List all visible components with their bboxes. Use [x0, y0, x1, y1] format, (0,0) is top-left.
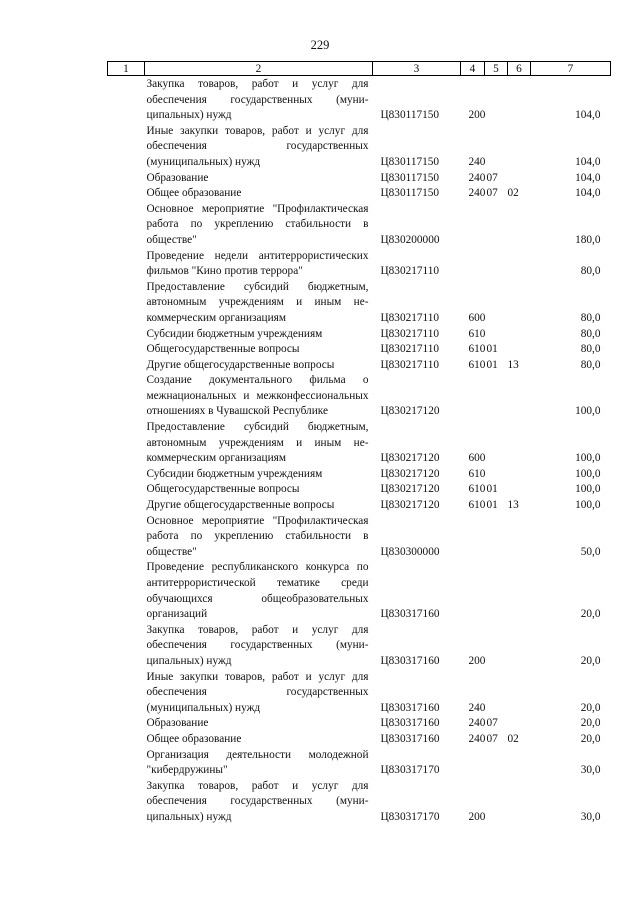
row-col6-cell — [508, 779, 531, 826]
row-col4-cell — [461, 249, 485, 280]
row-code-cell: Ц830217120 — [380, 467, 440, 480]
row-col4-cell: 200 — [468, 109, 486, 122]
row-col4-cell — [461, 514, 485, 561]
row-name-cell: Общее образование — [146, 187, 242, 200]
row-col6-cell — [508, 280, 531, 327]
row-sum-cell: 80,0 — [580, 343, 601, 356]
row-col4-cell — [461, 373, 485, 420]
row-col4-cell: 610 — [468, 327, 486, 340]
table-row — [108, 482, 611, 498]
row-number-cell — [108, 748, 145, 779]
row-sum-cell: 20,0 — [580, 717, 601, 730]
row-col6-cell — [508, 342, 531, 358]
row-code-cell: Ц830217110 — [380, 265, 440, 278]
row-code-cell: Ц830217110 — [380, 327, 440, 340]
row-col4-cell: 200 — [468, 654, 486, 667]
row-col5-cell — [485, 623, 508, 670]
row-name-cell: Общегосударственные вопросы — [146, 343, 300, 356]
row-number-cell — [108, 716, 145, 732]
row-number-cell — [108, 373, 145, 420]
row-number-cell — [108, 467, 145, 483]
row-name-cell: Общее образование — [146, 732, 242, 745]
row-col6-cell — [508, 124, 531, 171]
row-col6-cell — [508, 482, 531, 498]
row-col4-cell: 240 — [468, 155, 486, 168]
row-col6-cell — [508, 202, 531, 249]
row-col6-cell — [508, 560, 531, 622]
row-sum-cell: 80,0 — [580, 311, 601, 324]
row-col6-cell — [508, 171, 531, 187]
row-name-cell: Закупка товаров, работ и услуг для обеспечения государственных (муниципальных) нужд — [146, 78, 369, 122]
row-code-cell: Ц830317160 — [380, 654, 440, 667]
row-col6-cell — [508, 249, 531, 280]
row-sum-cell: 80,0 — [580, 358, 601, 371]
row-col4-cell: 200 — [468, 810, 486, 823]
table-row — [108, 467, 611, 483]
table-row — [108, 327, 611, 343]
row-number-cell — [108, 280, 145, 327]
row-name-cell: Общегосударственные вопросы — [146, 483, 300, 496]
row-name-cell: Основное мероприятие "Профилактическая работа по укреплению стабильности в обществе" — [146, 514, 369, 558]
row-sum-cell: 100,0 — [575, 483, 601, 496]
row-name-cell: Предоставление субсидий бюджетным, автономным учреждениям и иным некоммерческим организациям — [146, 280, 369, 324]
row-number-cell — [108, 202, 145, 249]
row-sum-cell: 50,0 — [580, 545, 601, 558]
row-col5-cell — [485, 748, 508, 779]
header-col-6: 6 — [508, 62, 531, 76]
row-number-cell — [108, 623, 145, 670]
header-col-2: 2 — [145, 62, 373, 76]
row-sum-cell: 80,0 — [580, 265, 601, 278]
row-code-cell: Ц830117150 — [380, 187, 440, 200]
row-code-cell: Ц830217120 — [380, 483, 440, 496]
row-col4-cell: 240 — [468, 701, 486, 714]
header-col-3: 3 — [373, 62, 461, 76]
row-code-cell: Ц830317170 — [380, 764, 440, 777]
row-sum-cell: 20,0 — [580, 654, 601, 667]
row-col6-cell — [508, 467, 531, 483]
row-col5-cell: 07 — [486, 171, 498, 184]
table-row — [108, 560, 611, 622]
table-row — [108, 732, 611, 748]
row-number-cell — [108, 342, 145, 358]
row-number-cell — [108, 779, 145, 826]
row-sum-cell: 104,0 — [575, 171, 601, 184]
row-number-cell — [108, 124, 145, 171]
row-number-cell — [108, 732, 145, 748]
row-col4-cell: 240 — [468, 717, 486, 730]
row-name-cell: Организация деятельности молодежной "кибердружины" — [146, 748, 369, 777]
row-col4-cell: 610 — [468, 467, 486, 480]
row-col5-cell: 07 — [486, 187, 498, 200]
row-col5-cell — [485, 420, 508, 467]
row-col5-cell — [485, 280, 508, 327]
row-sum-cell: 100,0 — [575, 499, 601, 512]
table-row — [108, 76, 611, 124]
row-col5-cell — [485, 76, 508, 124]
table-row — [108, 623, 611, 670]
row-col4-cell: 600 — [468, 311, 486, 324]
row-number-cell — [108, 358, 145, 374]
table-row — [108, 342, 611, 358]
row-code-cell: Ц830217110 — [380, 358, 440, 371]
row-number-cell — [108, 420, 145, 467]
row-code-cell: Ц830117150 — [380, 155, 440, 168]
row-sum-cell: 104,0 — [575, 187, 601, 200]
row-code-cell: Ц830317170 — [380, 810, 440, 823]
row-number-cell — [108, 249, 145, 280]
row-col4-cell: 240 — [468, 171, 486, 184]
row-code-cell: Ц830217120 — [380, 405, 440, 418]
row-code-cell: Ц830217120 — [380, 452, 440, 465]
row-code-cell: Ц830217110 — [380, 343, 440, 356]
row-col6-cell — [508, 373, 531, 420]
row-code-cell: Ц830317160 — [380, 732, 440, 745]
row-code-cell: Ц830200000 — [380, 233, 440, 246]
row-number-cell — [108, 514, 145, 561]
row-number-cell — [108, 482, 145, 498]
row-col6-cell: 13 — [507, 358, 519, 371]
row-name-cell: Проведение недели антитеррористических фильмов "Кино против террора" — [146, 249, 369, 278]
row-code-cell: Ц830117150 — [380, 109, 440, 122]
row-name-cell: Образование — [146, 171, 209, 184]
row-code-cell: Ц830117150 — [380, 171, 440, 184]
row-name-cell: Иные закупки товаров, работ и услуг для обеспечения государственных (муниципальных) нужд — [146, 124, 369, 168]
row-name-cell: Субсидии бюджетным учреждениям — [146, 327, 323, 340]
row-name-cell: Основное мероприятие "Профилактическая работа по укреплению стабильности в обществе" — [146, 202, 369, 246]
table-row — [108, 358, 611, 374]
table-row — [108, 748, 611, 779]
row-sum-cell: 20,0 — [580, 701, 601, 714]
row-col6-cell — [508, 748, 531, 779]
row-name-cell: Образование — [146, 717, 209, 730]
row-col5-cell — [485, 249, 508, 280]
table-row — [108, 171, 611, 187]
row-col5-cell: 01 — [486, 358, 498, 371]
header-col-4: 4 — [461, 62, 485, 76]
table-row — [108, 186, 611, 202]
table-row — [108, 670, 611, 717]
header-col-5: 5 — [485, 62, 508, 76]
row-name-cell: Другие общегосударственные вопросы — [146, 499, 335, 512]
row-code-cell: Ц830317160 — [380, 608, 440, 621]
table-row — [108, 420, 611, 467]
row-col5-cell — [485, 670, 508, 717]
table-row — [108, 249, 611, 280]
table-row — [108, 779, 611, 826]
table-row — [108, 514, 611, 561]
row-sum-cell: 104,0 — [575, 155, 601, 168]
table-row — [108, 498, 611, 514]
row-col6-cell — [508, 327, 531, 343]
row-number-cell — [108, 498, 145, 514]
row-col4-cell: 610 — [468, 358, 486, 371]
table-row — [108, 124, 611, 171]
row-code-cell: Ц830317160 — [380, 717, 440, 730]
row-number-cell — [108, 560, 145, 622]
row-col4-cell: 240 — [468, 732, 486, 745]
row-number-cell — [108, 76, 145, 124]
row-col4-cell: 610 — [468, 483, 486, 496]
row-number-cell — [108, 327, 145, 343]
row-name-cell: Субсидии бюджетным учреждениям — [146, 467, 323, 480]
row-col6-cell — [508, 623, 531, 670]
row-sum-cell: 100,0 — [575, 467, 601, 480]
row-code-cell: Ц830317160 — [380, 701, 440, 714]
row-name-cell: Другие общегосударственные вопросы — [146, 358, 335, 371]
table-row — [108, 716, 611, 732]
row-col4-cell: 610 — [468, 499, 486, 512]
row-col4-cell: 610 — [468, 343, 486, 356]
row-col4-cell: 600 — [468, 452, 486, 465]
row-sum-cell: 104,0 — [575, 109, 601, 122]
row-col5-cell — [485, 467, 508, 483]
row-name-cell: Предоставление субсидий бюджетным, автономным учреждениям и иным некоммерческим организациям — [146, 421, 369, 465]
row-col5-cell — [485, 560, 508, 622]
row-col6-cell: 02 — [507, 732, 519, 745]
row-code-cell: Ц830217120 — [380, 499, 440, 512]
row-col4-cell — [461, 202, 485, 249]
row-name-cell: Закупка товаров, работ и услуг для обеспечения государственных (муниципальных) нужд — [146, 623, 369, 667]
row-col5-cell — [485, 373, 508, 420]
row-col4-cell — [461, 748, 485, 779]
row-code-cell: Ц830217110 — [380, 311, 440, 324]
row-col5-cell: 01 — [486, 499, 498, 512]
row-col5-cell: 01 — [486, 343, 498, 356]
row-col6-cell — [508, 514, 531, 561]
table-row — [108, 373, 611, 420]
row-sum-cell: 80,0 — [580, 327, 601, 340]
row-col6-cell — [508, 420, 531, 467]
row-number-cell — [108, 186, 145, 202]
row-col5-cell — [485, 124, 508, 171]
row-col4-cell — [461, 560, 485, 622]
row-col6-cell: 02 — [507, 187, 519, 200]
row-col6-cell — [508, 716, 531, 732]
table-body — [108, 76, 611, 826]
header-col-7: 7 — [531, 62, 611, 76]
row-col5-cell: 01 — [486, 483, 498, 496]
page-number: 229 — [310, 38, 330, 52]
row-col5-cell — [485, 779, 508, 826]
table-header-row — [108, 62, 611, 76]
row-col5-cell: 07 — [486, 717, 498, 730]
row-sum-cell: 180,0 — [575, 233, 601, 246]
row-number-cell — [108, 670, 145, 717]
row-col5-cell: 07 — [486, 732, 498, 745]
row-sum-cell: 20,0 — [580, 732, 601, 745]
table-row — [108, 280, 611, 327]
row-col6-cell — [508, 670, 531, 717]
row-col5-cell — [485, 327, 508, 343]
row-col5-cell — [485, 202, 508, 249]
table-row — [108, 202, 611, 249]
row-name-cell: Закупка товаров, работ и услуг для обеспечения государственных (муниципальных) нужд — [146, 779, 369, 823]
row-name-cell: Проведение республиканского конкурса по антитеррористической тематике среди обучающихся общеобразовательных организаций — [146, 561, 369, 621]
row-sum-cell: 30,0 — [580, 764, 601, 777]
row-sum-cell: 20,0 — [580, 608, 601, 621]
row-col6-cell — [508, 76, 531, 124]
row-col5-cell — [485, 514, 508, 561]
row-col6-cell: 13 — [507, 499, 519, 512]
row-sum-cell: 100,0 — [575, 405, 601, 418]
row-name-cell: Иные закупки товаров, работ и услуг для обеспечения государственных (муниципальных) нужд — [146, 670, 369, 714]
row-code-cell: Ц830300000 — [380, 545, 440, 558]
row-sum-cell: 100,0 — [575, 452, 601, 465]
row-sum-cell: 30,0 — [580, 810, 601, 823]
header-col-1: 1 — [108, 62, 145, 76]
row-number-cell — [108, 171, 145, 187]
budget-table — [107, 61, 611, 826]
row-name-cell: Создание документального фильма о межнациональных и межконфессиональных отношениях в Чувашской Республике — [146, 374, 369, 418]
row-col4-cell: 240 — [468, 187, 486, 200]
